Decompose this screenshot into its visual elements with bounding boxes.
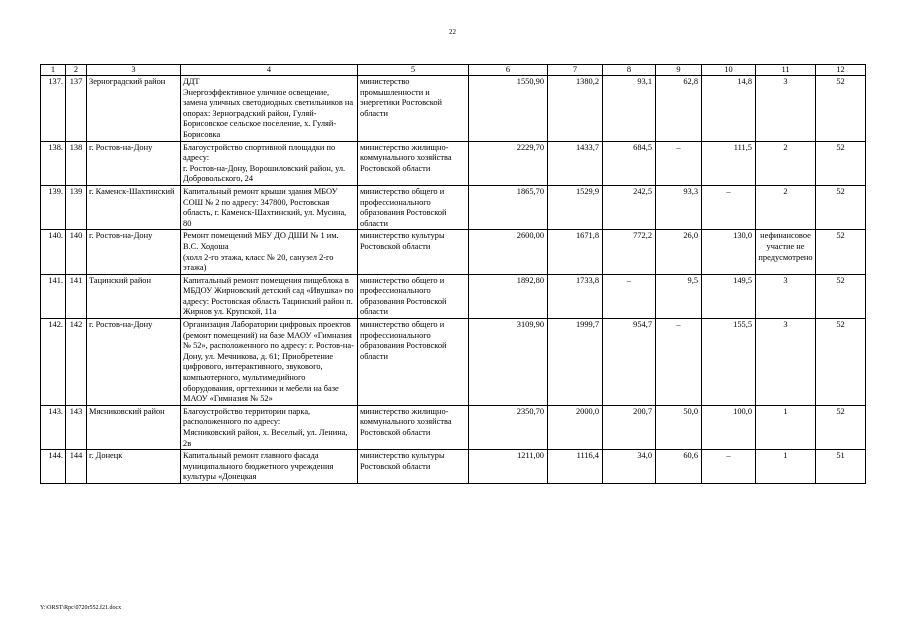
- col-header-3: 3: [87, 65, 181, 76]
- row-value-12: 52: [816, 319, 866, 406]
- col-header-6: 6: [469, 65, 548, 76]
- table-row: [41, 185, 866, 229]
- row-number: 144.: [41, 450, 66, 484]
- col-header-5: 5: [358, 65, 469, 76]
- table-body: [41, 76, 866, 484]
- row-value-7: 1380,2: [548, 76, 603, 142]
- row-number: 142.: [41, 319, 66, 406]
- row-index: 143: [66, 405, 87, 449]
- row-number: 138.: [41, 141, 66, 185]
- row-value-9: –: [656, 319, 702, 406]
- row-value-11: 2: [756, 141, 816, 185]
- row-value-7: 2000,0: [548, 405, 603, 449]
- col-header-8: 8: [603, 65, 656, 76]
- header-row: [41, 65, 866, 76]
- row-number: 137.: [41, 76, 66, 142]
- program-table: [40, 64, 866, 484]
- row-area: г. Каменск-Шахтинский: [87, 185, 181, 229]
- row-index: 137: [66, 76, 87, 142]
- row-total: 2350,70: [469, 405, 548, 449]
- row-value-10: 130,0: [702, 230, 756, 274]
- row-value-9: 26,0: [656, 230, 702, 274]
- row-value-11: 3: [756, 76, 816, 142]
- row-value-9: 60,6: [656, 450, 702, 484]
- row-object: Капитальный ремонт крыши здания МБОУ СОШ № 2 по адресу: 347800, Ростовская область, г. Каменск-Шахтинский, ул. Мусина, 80: [181, 185, 358, 229]
- row-index: 141: [66, 274, 87, 318]
- row-total: 2600,00: [469, 230, 548, 274]
- row-value-10: 155,5: [702, 319, 756, 406]
- row-value-11: 1: [756, 450, 816, 484]
- table-row: [41, 274, 866, 318]
- row-value-11: 2: [756, 185, 816, 229]
- row-value-10: 100,0: [702, 405, 756, 449]
- col-header-1: 1: [41, 65, 66, 76]
- row-value-11: 3: [756, 274, 816, 318]
- row-value-12: 52: [816, 141, 866, 185]
- row-area: Зерноградский район: [87, 76, 181, 142]
- row-ministry: министерство общего и профессионального образования Ростовской области: [358, 319, 469, 406]
- row-value-9: 50,0: [656, 405, 702, 449]
- table-row: [41, 141, 866, 185]
- row-area: Мясниковский район: [87, 405, 181, 449]
- col-header-11: 11: [756, 65, 816, 76]
- row-value-7: 1999,7: [548, 319, 603, 406]
- row-value-10: 14,8: [702, 76, 756, 142]
- row-value-7: 1733,8: [548, 274, 603, 318]
- row-value-12: 52: [816, 230, 866, 274]
- row-value-12: 52: [816, 76, 866, 142]
- row-ministry: министерство общего и профессионального образования Ростовской области: [358, 185, 469, 229]
- row-area: г. Ростов-на-Дону: [87, 230, 181, 274]
- row-ministry: министерство культуры Ростовской области: [358, 450, 469, 484]
- col-header-4: 4: [181, 65, 358, 76]
- row-number: 140.: [41, 230, 66, 274]
- row-total: 1550,90: [469, 76, 548, 142]
- row-value-9: 62,8: [656, 76, 702, 142]
- row-ministry: министерство культуры Ростовской области: [358, 230, 469, 274]
- row-value-8: 200,7: [603, 405, 656, 449]
- col-header-12: 12: [816, 65, 866, 76]
- row-object: ДДТ Энергоэффективное уличное освещение, замена уличных светодиодных светильников на опорах: Зерноградский район, Гуляй-Борисовское сельское поселение, х. Гуляй-Борисовка: [181, 76, 358, 142]
- row-index: 140: [66, 230, 87, 274]
- row-total: 1211,00: [469, 450, 548, 484]
- row-area: г. Ростов-на-Дону: [87, 141, 181, 185]
- row-value-8: 242,5: [603, 185, 656, 229]
- row-index: 144: [66, 450, 87, 484]
- row-value-8: 772,2: [603, 230, 656, 274]
- row-value-11: нефинансовое участие не предусмотрено: [756, 230, 816, 274]
- col-header-9: 9: [656, 65, 702, 76]
- col-header-10: 10: [702, 65, 756, 76]
- row-value-8: 684,5: [603, 141, 656, 185]
- row-value-10: –: [702, 185, 756, 229]
- row-ministry: министерство жилищно-коммунального хозяйства Ростовской области: [358, 141, 469, 185]
- row-value-10: 111,5: [702, 141, 756, 185]
- row-ministry: министерство жилищно-коммунального хозяйства Ростовской области: [358, 405, 469, 449]
- page-number: 22: [449, 28, 456, 36]
- row-object: Благоустройство спортивной площадки по адресу: г. Ростов-на-Дону, Ворошиловский район, ул. Добровольского, 24: [181, 141, 358, 185]
- row-index: 142: [66, 319, 87, 406]
- row-value-7: 1433,7: [548, 141, 603, 185]
- row-value-10: 149,5: [702, 274, 756, 318]
- table-row: [41, 319, 866, 406]
- row-number: 141.: [41, 274, 66, 318]
- row-area: г. Донецк: [87, 450, 181, 484]
- row-object: Ремонт помещений МБУ ДО ДШИ № 1 им. В.С. Ходоша (холл 2-го этажа, класс № 20, санузел 2-го этажа): [181, 230, 358, 274]
- row-index: 138: [66, 141, 87, 185]
- row-value-9: 9,5: [656, 274, 702, 318]
- row-index: 139: [66, 185, 87, 229]
- row-value-8: 34,0: [603, 450, 656, 484]
- table-row: [41, 450, 866, 484]
- row-object: Организация Лаборатории цифровых проектов (ремонт помещений) на базе МАОУ «Гимназия № 52», расположенного по адресу: г. Ростов-на-Дону, ул. Мечникова, д. 61; Приобретение цифрового, интерактивного, звукового, компьютерного, мультимедийного оборудования, оргтехники и мебели на базе МАОУ «Гимназия № 52»: [181, 319, 358, 406]
- row-object: Благоустройство территории парка, расположенного по адресу: Мясниковский район, х. Веселый, ул. Ленина, 2в: [181, 405, 358, 449]
- table-row: [41, 405, 866, 449]
- row-number: 143.: [41, 405, 66, 449]
- row-value-8: –: [603, 274, 656, 318]
- row-total: 1865,70: [469, 185, 548, 229]
- row-number: 139.: [41, 185, 66, 229]
- row-area: Тацинский район: [87, 274, 181, 318]
- row-value-10: –: [702, 450, 756, 484]
- row-value-11: 1: [756, 405, 816, 449]
- row-value-8: 954,7: [603, 319, 656, 406]
- col-header-7: 7: [548, 65, 603, 76]
- row-total: 3109,90: [469, 319, 548, 406]
- table-header: [41, 65, 866, 76]
- row-area: г. Ростов-на-Дону: [87, 319, 181, 406]
- row-value-7: 1116,4: [548, 450, 603, 484]
- row-ministry: министерство общего и профессионального образования Ростовской области: [358, 274, 469, 318]
- row-value-11: 3: [756, 319, 816, 406]
- col-header-2: 2: [66, 65, 87, 76]
- row-total: 1892,80: [469, 274, 548, 318]
- row-value-9: –: [656, 141, 702, 185]
- table-row: [41, 230, 866, 274]
- row-object: Капитальный ремонт главного фасада муниципального бюджетного учреждения культуры «Донецкая: [181, 450, 358, 484]
- row-value-12: 52: [816, 185, 866, 229]
- row-ministry: министерство промышленности и энергетики Ростовской области: [358, 76, 469, 142]
- row-value-12: 51: [816, 450, 866, 484]
- row-value-9: 93,3: [656, 185, 702, 229]
- row-total: 2229,70: [469, 141, 548, 185]
- row-value-8: 93,1: [603, 76, 656, 142]
- file-path-footer: Y:\ORST\Rpc\0720r552.f21.docx: [40, 605, 122, 611]
- row-value-12: 52: [816, 274, 866, 318]
- row-value-7: 1671,8: [548, 230, 603, 274]
- row-value-12: 52: [816, 405, 866, 449]
- row-value-7: 1529,9: [548, 185, 603, 229]
- table-row: [41, 76, 866, 142]
- row-object: Капитальный ремонт помещения пищеблока в МБДОУ Жирновский детский сад «Ивушка» по адресу: Ростовская область Тацинский район п. Жирнов ул. Крупской, 11а: [181, 274, 358, 318]
